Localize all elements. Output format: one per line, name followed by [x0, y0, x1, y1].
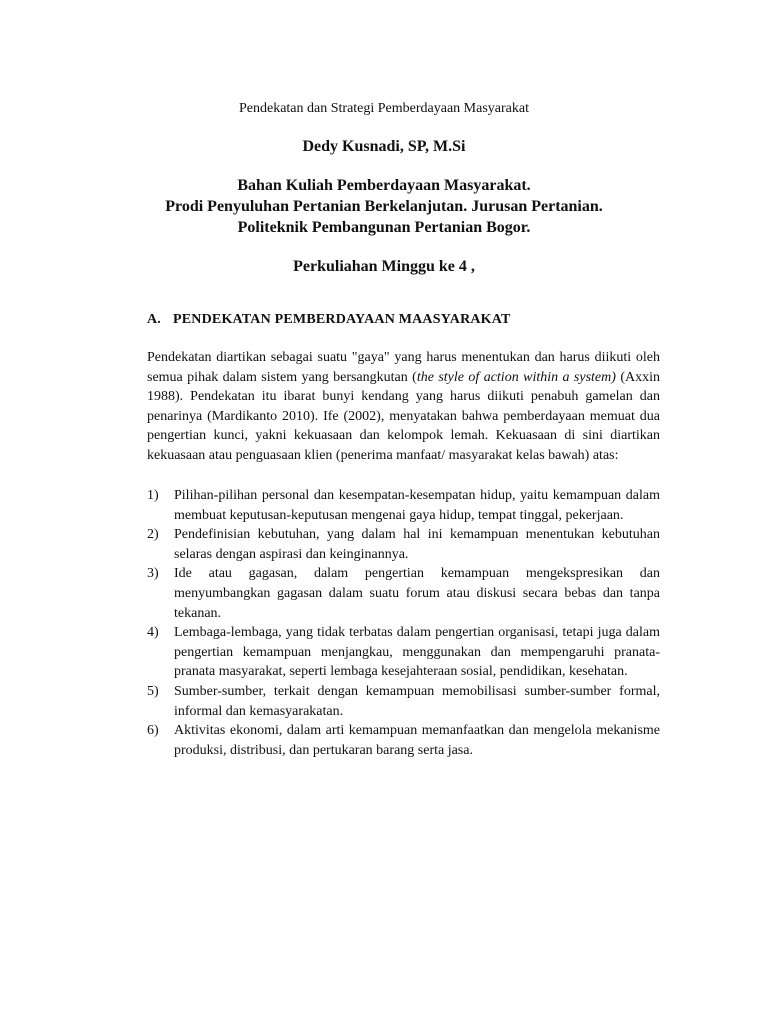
list-item-number: 3): [147, 566, 159, 582]
paragraph-italic: the style of action within a system): [416, 369, 616, 385]
list-item-text: Sumber-sumber, terkait dengan kemampuan memobilisasi sumber-sumber formal, informal dan kemasyarakatan.: [174, 683, 660, 719]
section-letter: A.: [147, 312, 162, 327]
list-item-text: Ide atau gagasan, dalam pengertian kemampuan mengekspresikan dan menyumbangkan gagasan dalam suatu forum atau diskusi secara bebas dan tanpa tekanan.: [174, 566, 660, 621]
affiliation-block: [0, 175, 768, 238]
document-title: Pendekatan dan Strategi Pemberdayaan Masyarakat: [238, 101, 529, 116]
paragraph-text-2: (Axxin 1988). Pendekatan itu ibarat bunyi kendang yang harus diikuti penabuh gamelan dan penarinya (Mardikanto 2010). Ife (2002), menyatakan bahwa pemberdayaan memuat dua pengertian kunci, yakni kekuasaan dan kelompok lemah. Kekuasaan di sini diartikan kekuasaan atau penguasaan klien (penerima manfaat/ masyarakat kelas bawah) atas:: [147, 369, 660, 463]
list-item-text: Pilihan-pilihan personal dan kesempatan-kesempatan hidup, yaitu kemampuan dalam membuat keputusan-keputusan mengenai gaya hidup, tempat tinggal, pekerjaan.: [174, 488, 660, 523]
paragraph-text-1: Pendekatan diartikan sebagai suatu "gaya" yang harus menentukan dan harus diikuti oleh semua pihak dalam sistem yang bersangkutan (: [147, 350, 660, 385]
list-item-number: 2): [147, 527, 159, 543]
list-item: [147, 623, 660, 682]
list-item-number: 5): [147, 683, 159, 699]
section-title: PENDEKATAN PEMBERDAYAAN MAASYARAKAT: [173, 312, 511, 327]
lecture-week: Perkuliahan Minggu ke 4 ,: [293, 258, 475, 275]
body-paragraph: [147, 348, 660, 466]
list-item: [147, 525, 660, 564]
affiliation-line-program: Prodi Penyuluhan Pertanian Berkelanjutan. Jurusan Pertanian.: [165, 198, 603, 215]
list-item: [147, 721, 660, 760]
affiliation-line-institution: Politeknik Pembangunan Pertanian Bogor.: [237, 219, 531, 236]
list-item-number: 1): [147, 488, 159, 503]
numbered-list: [147, 486, 660, 760]
affiliation-line-course: Bahan Kuliah Pemberdayaan Masyarakat.: [237, 177, 531, 194]
author-name: Dedy Kusnadi, SP, M.Si: [302, 138, 466, 155]
list-item-text: Pendefinisian kebutuhan, yang dalam hal ini kemampuan menentukan kebutuhan selaras dengan aspirasi dan keinginannya.: [174, 527, 660, 562]
list-item-number: 4): [147, 625, 159, 641]
list-item: [147, 486, 660, 525]
list-item-text: Lembaga-lembaga, yang tidak terbatas dalam pengertian organisasi, tetapi juga dalam pengertian kemampuan menjangkau, menggunakan dan mempengaruhi pranata-pranata masyarakat, seperti lembaga kesejahteraan sosial, pendidikan, kesehatan.: [174, 625, 660, 680]
list-item-number: 6): [147, 723, 159, 739]
section-heading: [147, 312, 511, 328]
list-item: [147, 682, 660, 721]
list-item-text: Aktivitas ekonomi, dalam arti kemampuan memanfaatkan dan mengelola mekanisme produksi, distribusi, dan pertukaran barang serta jasa.: [174, 723, 660, 758]
list-item: [147, 564, 660, 623]
